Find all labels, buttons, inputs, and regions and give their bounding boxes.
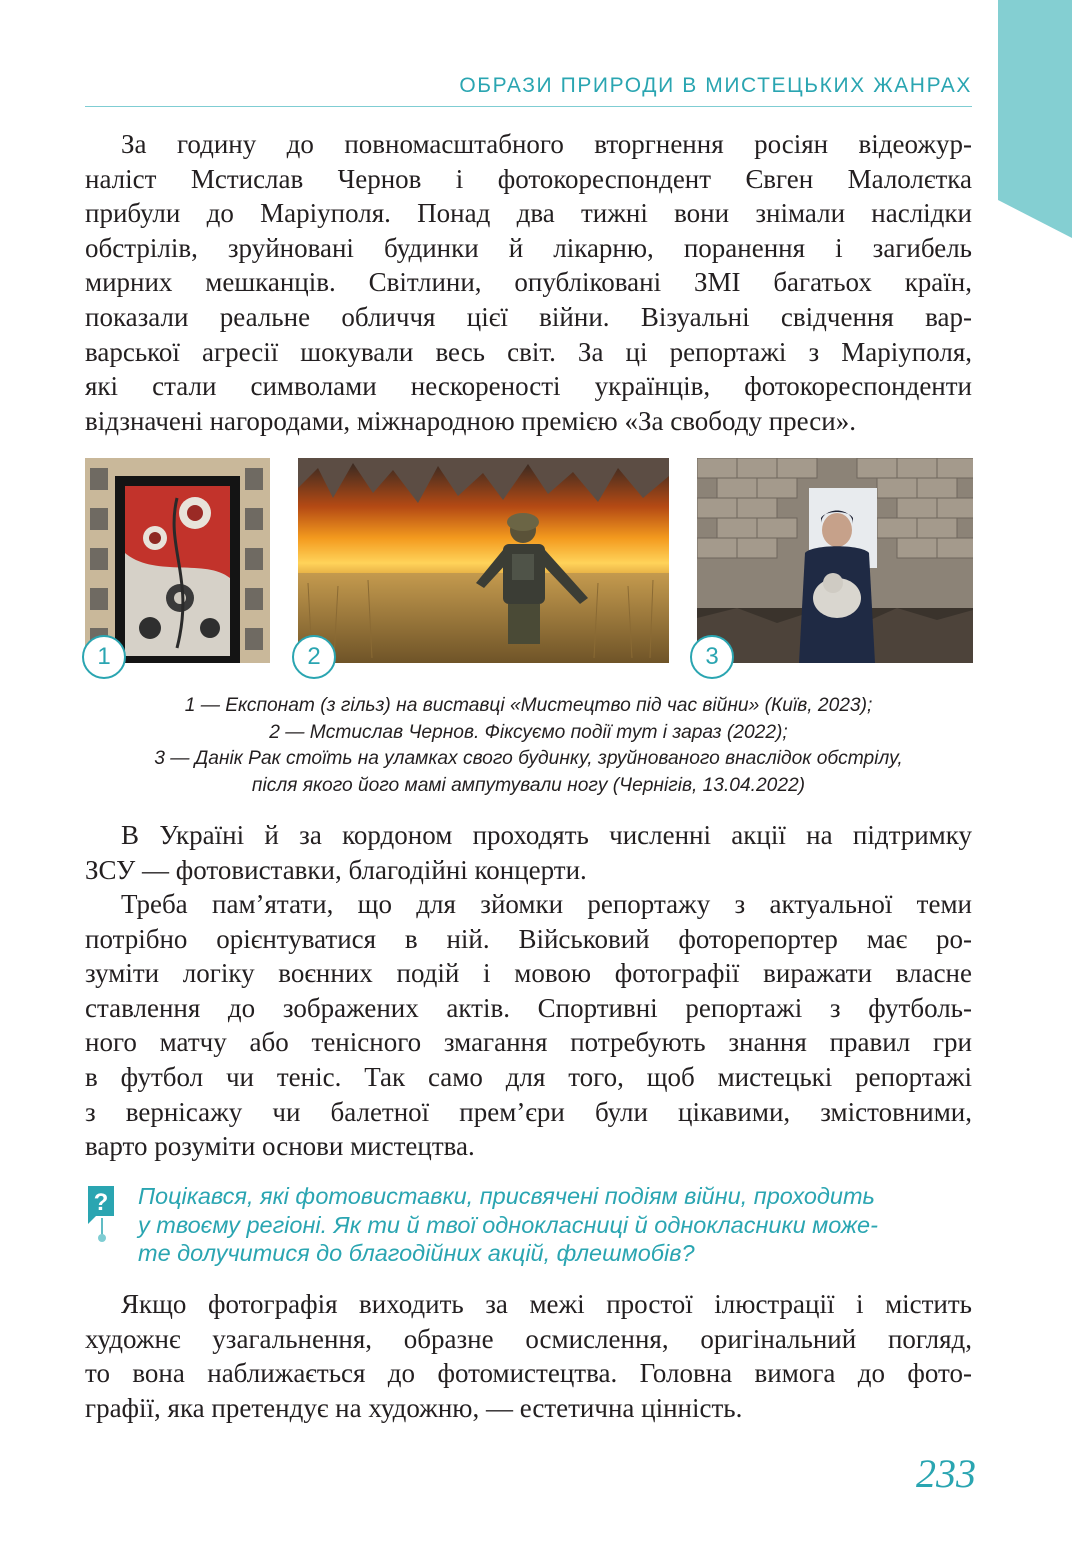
caption-line: 2 — Мстислав Чернов. Фіксуємо події тут і зараз (2022);: [269, 721, 788, 743]
question-line: Поцікався, які фотовиставки, присвячені подіям війни, проходить: [138, 1183, 875, 1209]
header-divider: [85, 106, 972, 107]
text-line: які стали символами нескореності українців, фотокореспонденти: [85, 371, 972, 402]
text-line: з вернісажу чи балетної прем’єри були цікавими, змістовними,: [85, 1096, 972, 1127]
text-line: Якщо фотографія виходить за межі простої ілюстрації і містить: [121, 1289, 972, 1319]
paragraph-2: [85, 818, 972, 887]
text-line: варто розуміти основи мистецтва.: [85, 1131, 475, 1162]
question-icon: [86, 1184, 116, 1244]
question-line: те долучитися до благодійних акцій, флешмобів?: [138, 1240, 695, 1266]
corner-tab-decoration: [998, 0, 1072, 238]
text-line: в футбол чи теніс. Так само для того, щоб мистецькі репортажі: [85, 1061, 972, 1092]
page-number: 233: [916, 1451, 976, 1496]
text-line: художнє узагальнення, образне осмислення, оригінальний погляд,: [85, 1323, 972, 1354]
text-line: потрібно орієнтуватися в ній. Військовий фоторепортер має ро-: [85, 923, 972, 954]
text-line: прибули до Маріуполя. Понад два тижні вони знімали наслідки: [85, 198, 972, 229]
photo-exhibit-shell-casings: [85, 458, 270, 663]
figure-badge-1: 1: [82, 635, 126, 679]
photo-soldier-burning-field: [298, 458, 669, 663]
text-line: ставлення до зображених актів. Спортивні репортажі з футболь-: [85, 992, 972, 1023]
text-line: ного матчу або тенісного змагання потребують знання правил гри: [85, 1027, 972, 1058]
figure-captions: [85, 693, 972, 799]
text-line: зуміти логіку воєнних подій і мовою фотографії виражати власне: [85, 958, 972, 989]
figure-badge-3: 3: [690, 635, 734, 679]
question-block: [138, 1182, 978, 1268]
text-line: варської агресії шокували весь світ. За ці репортажі з Маріуполя,: [85, 336, 972, 367]
text-line: відзначені нагородами, міжнародною премією «За свободу преси».: [85, 405, 856, 436]
photo-boy-with-cat-ruins: [697, 458, 973, 663]
text-line: наліст Мстислав Чернов і фотокореспондент Євген Малолєтка: [85, 163, 972, 194]
text-line: За годину до повномасштабного вторгнення росіян відеожур-: [121, 129, 972, 159]
svg-text:?: ?: [93, 1189, 109, 1216]
text-line: обстрілів, зруйновані будинки й лікарню, поранення і загибель: [85, 232, 972, 263]
paragraph-1: [85, 127, 972, 438]
text-line: то вона наближається до фотомистецтва. Головна вимога до фото-: [85, 1358, 972, 1389]
text-line: ЗСУ — фотовиставки, благодійні концерти.: [85, 854, 587, 885]
caption-line: 1 — Експонат (з гільз) на виставці «Мистецтво під час війни» (Київ, 2023);: [184, 695, 873, 716]
figure-badge-2: 2: [292, 635, 336, 679]
text-line: графії, яка претендує на художню, — естетична цінність.: [85, 1392, 743, 1423]
text-line: мирних мешканців. Світлини, опубліковані ЗМІ багатьох країн,: [85, 267, 972, 298]
question-line: у твоєму регіоні. Як ти й твої однокласниці й однокласники може-: [138, 1211, 878, 1238]
caption-line: після якого його мамі ампутували ногу (Чернігів, 13.04.2022): [251, 774, 806, 796]
paragraph-3: [85, 887, 972, 1164]
text-line: показали реальне обличчя цієї війни. Візуальні свідчення вар-: [85, 301, 972, 332]
running-header: ОБРАЗИ ПРИРОДИ В МИСТЕЦЬКИХ ЖАНРАХ: [459, 74, 972, 97]
text-line: В Україні й за кордоном проходять численні акції на підтримку: [121, 820, 972, 850]
text-line: Треба пам’ятати, що для зйомки репортажу з актуальної теми: [121, 889, 972, 919]
paragraph-4: [85, 1287, 972, 1425]
caption-line: 3 — Данік Рак стоїть на уламках свого будинку, зруйнованого внаслідок обстрілу,: [154, 748, 903, 769]
